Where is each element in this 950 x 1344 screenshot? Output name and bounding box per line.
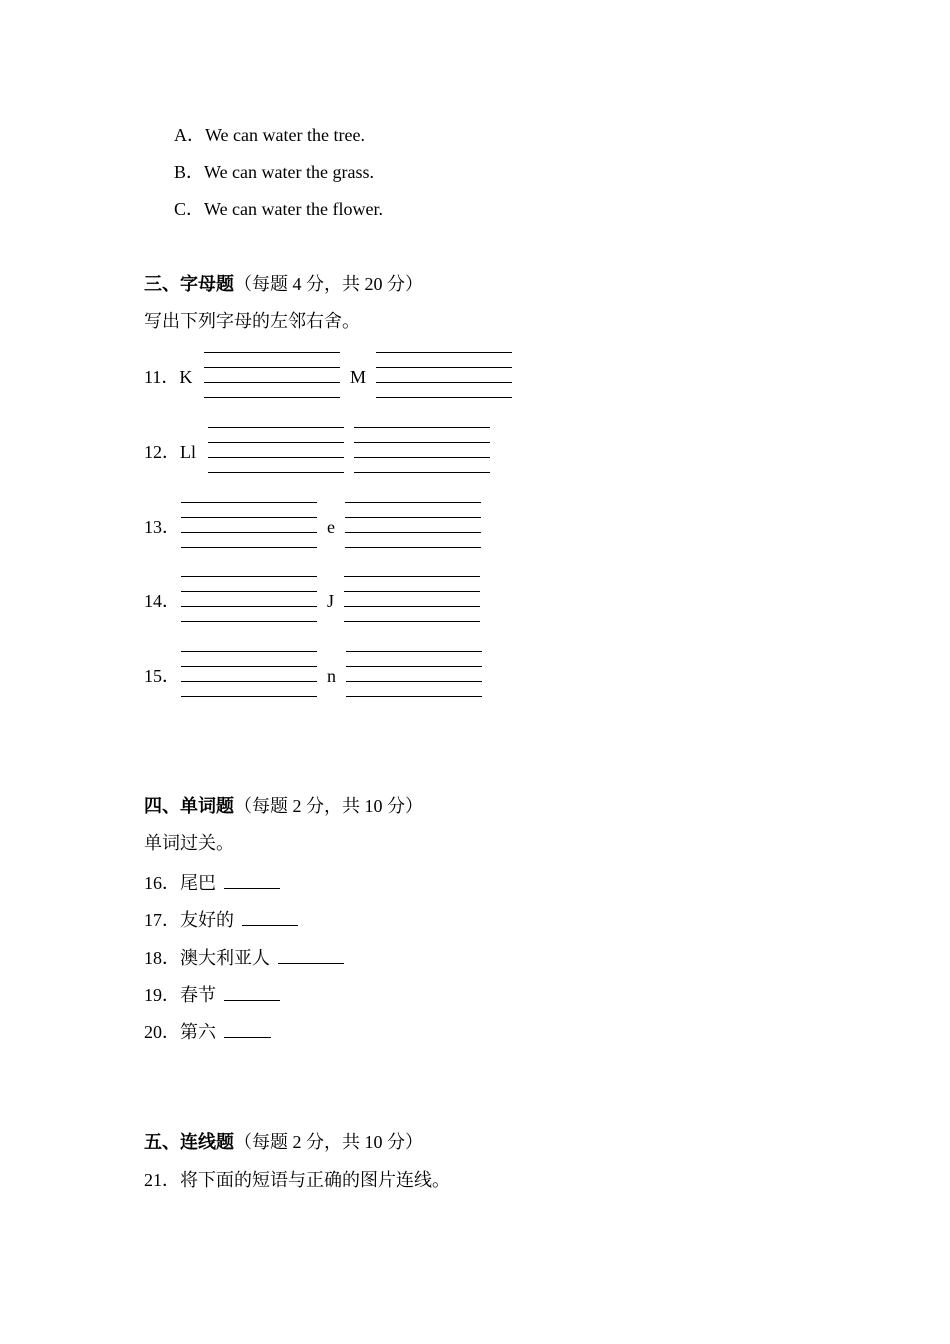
given-letter: J bbox=[327, 591, 335, 611]
given-letter: K bbox=[179, 367, 193, 387]
answer-blank[interactable] bbox=[224, 982, 280, 1001]
answer-blank[interactable] bbox=[242, 907, 298, 926]
four-line-blank[interactable] bbox=[344, 576, 480, 622]
section4-heading bbox=[144, 795, 423, 817]
section-title: 五、连线题 bbox=[144, 1132, 234, 1152]
question-number: 11． bbox=[144, 367, 180, 387]
option-text: We can water the tree. bbox=[205, 125, 365, 145]
section-note: （每题 4 分，共 20 分） bbox=[234, 274, 423, 294]
question-15: 15． bbox=[144, 666, 180, 686]
item-text: 澳大利亚人 bbox=[180, 948, 270, 968]
item-number: 16． bbox=[144, 873, 180, 893]
option-a bbox=[174, 124, 365, 146]
item-number: 19． bbox=[144, 985, 180, 1005]
question-14: 14． bbox=[144, 591, 180, 611]
given-letter: e bbox=[327, 517, 335, 537]
section3-instruction: 写出下列字母的左邻右舍。 bbox=[144, 311, 360, 331]
four-line-blank[interactable] bbox=[346, 651, 482, 697]
question-number: 12． bbox=[144, 442, 180, 462]
option-label: A． bbox=[174, 125, 205, 145]
question-11 bbox=[144, 366, 192, 388]
four-line-blank[interactable] bbox=[345, 502, 481, 548]
item-text: 友好的 bbox=[180, 910, 234, 930]
four-line-blank[interactable] bbox=[181, 576, 317, 622]
four-line-blank[interactable] bbox=[354, 427, 490, 473]
four-line-blank[interactable] bbox=[208, 427, 344, 473]
answer-blank[interactable] bbox=[278, 945, 344, 964]
given-letter: M bbox=[350, 367, 367, 387]
word-item-16 bbox=[144, 870, 280, 894]
option-label: C． bbox=[174, 199, 205, 219]
answer-blank[interactable] bbox=[224, 1019, 271, 1038]
section-title: 四、单词题 bbox=[144, 796, 234, 816]
section-note: （每题 2 分，共 10 分） bbox=[234, 1132, 423, 1152]
option-text: We can water the flower. bbox=[204, 199, 383, 219]
item-text: 尾巴 bbox=[180, 873, 216, 893]
answer-blank[interactable] bbox=[224, 870, 280, 889]
option-text: We can water the grass. bbox=[204, 162, 374, 182]
section5-instruction: 21．将下面的短语与正确的图片连线。 bbox=[144, 1170, 450, 1190]
section3-heading bbox=[144, 273, 423, 295]
item-text: 第六 bbox=[180, 1022, 216, 1042]
section5-heading bbox=[144, 1131, 423, 1153]
section-title: 三、字母题 bbox=[144, 274, 234, 294]
word-item-18 bbox=[144, 945, 344, 969]
four-line-blank[interactable] bbox=[376, 352, 512, 398]
section4-instruction: 单词过关。 bbox=[144, 833, 234, 853]
word-item-17 bbox=[144, 907, 298, 931]
item-number: 18． bbox=[144, 948, 180, 968]
question-13: 13． bbox=[144, 517, 180, 537]
given-letter: Ll bbox=[180, 442, 196, 462]
option-c bbox=[174, 198, 383, 220]
item-number: 20． bbox=[144, 1022, 180, 1042]
option-b bbox=[174, 161, 374, 183]
question-12 bbox=[144, 441, 196, 463]
word-item-19 bbox=[144, 982, 280, 1006]
four-line-blank[interactable] bbox=[181, 651, 317, 697]
given-letter: n bbox=[327, 666, 336, 686]
option-label: B． bbox=[174, 162, 205, 182]
four-line-blank[interactable] bbox=[204, 352, 340, 398]
section-note: （每题 2 分，共 10 分） bbox=[234, 796, 423, 816]
four-line-blank[interactable] bbox=[181, 502, 317, 548]
item-number: 17． bbox=[144, 910, 180, 930]
word-item-20 bbox=[144, 1019, 271, 1043]
item-text: 春节 bbox=[180, 985, 216, 1005]
